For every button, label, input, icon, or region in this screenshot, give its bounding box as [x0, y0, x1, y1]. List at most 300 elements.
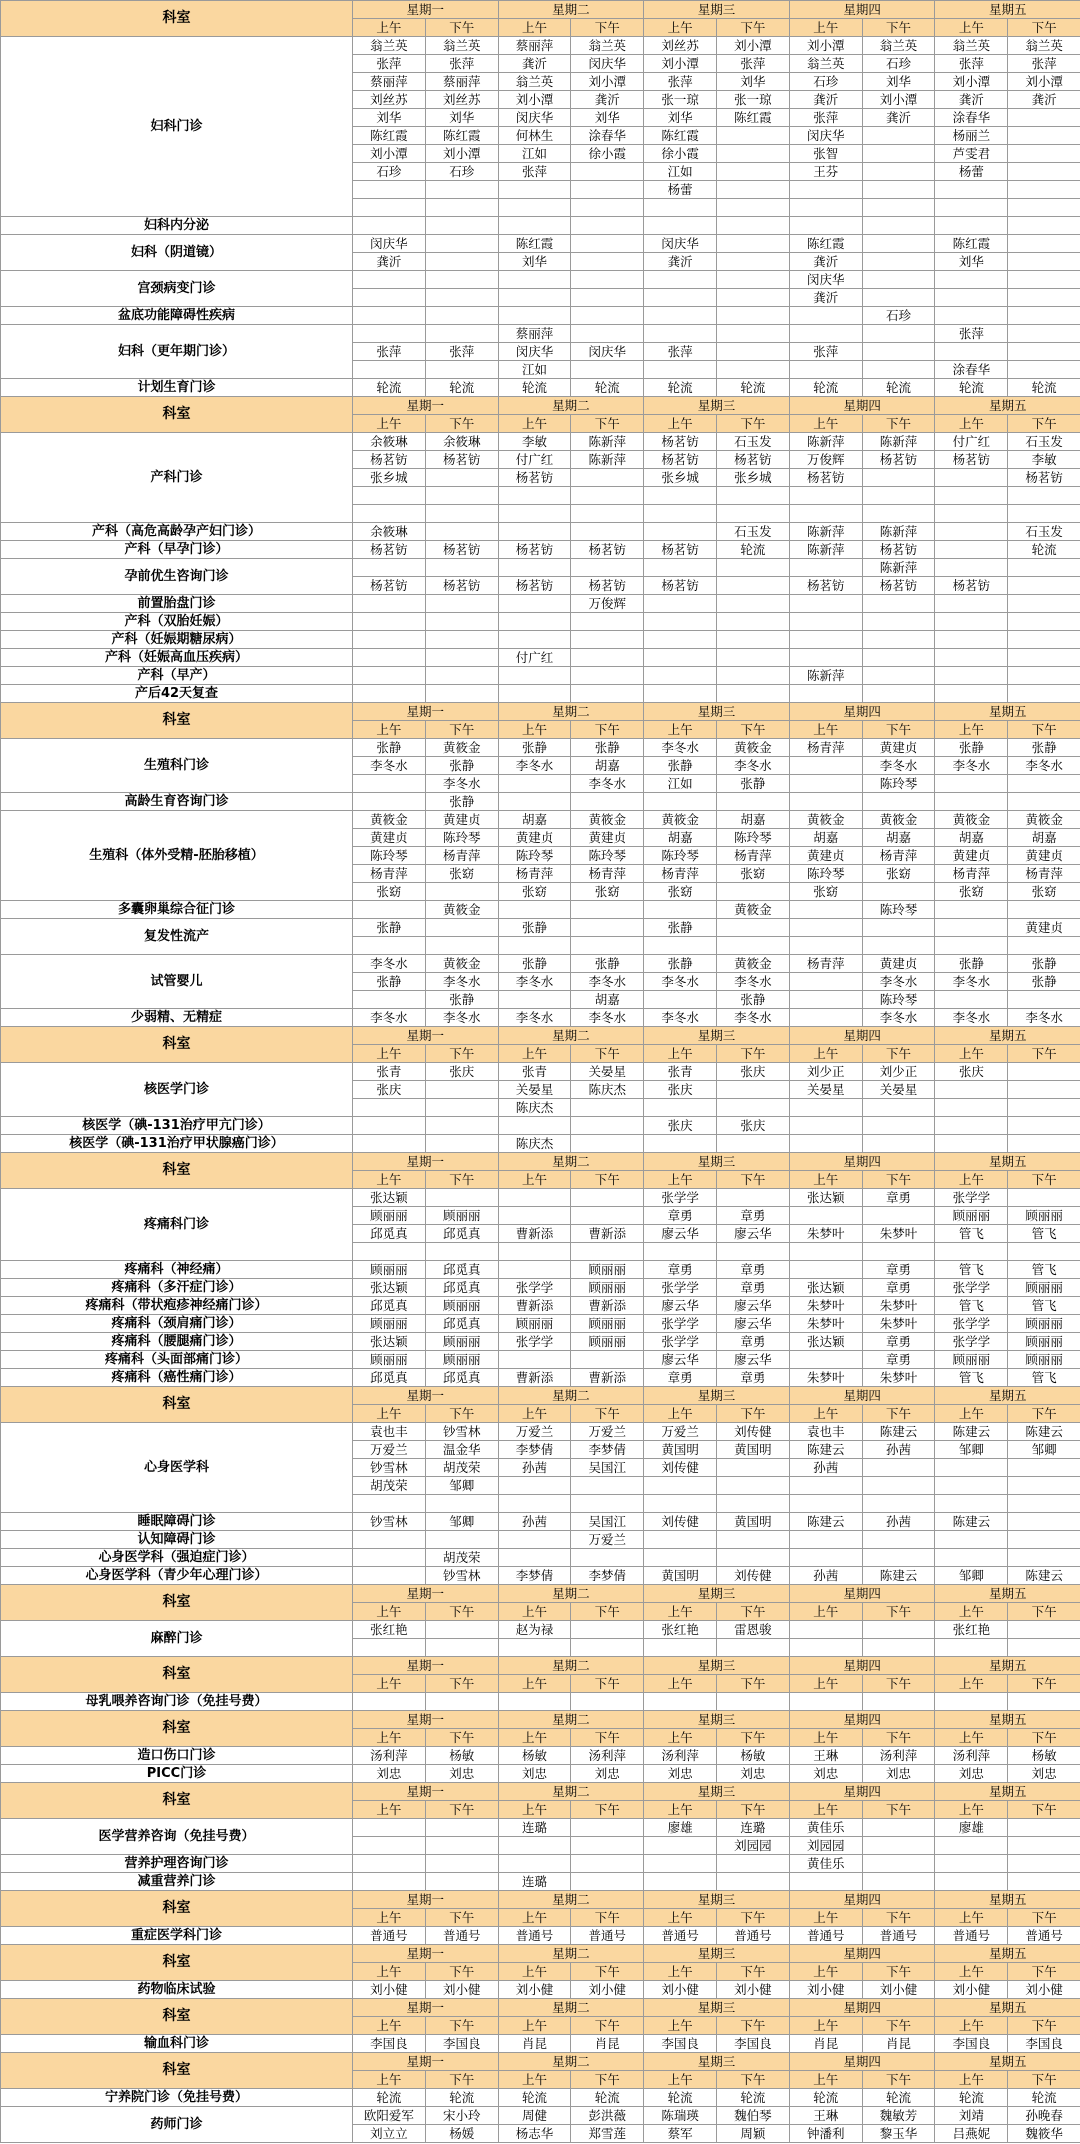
- doctor-cell: [717, 1477, 790, 1495]
- doctor-cell: [425, 631, 498, 649]
- doctor-cell: [498, 595, 571, 613]
- table-row: [1, 1351, 1080, 1369]
- doctor-cell: 张静: [644, 919, 717, 937]
- doctor-cell: 李国良: [425, 2035, 498, 2053]
- doctor-cell: [1008, 667, 1080, 685]
- slot-header: 下午: [1008, 2071, 1080, 2089]
- doctor-cell: 王琳: [789, 1747, 862, 1765]
- doctor-cell: [717, 1639, 790, 1657]
- doctor-cell: 顾丽丽: [935, 1351, 1008, 1369]
- doctor-cell: 杨青萍: [789, 739, 862, 757]
- clinic-name: 复发性流产: [1, 919, 353, 955]
- doctor-cell: 黄筱金: [862, 811, 935, 829]
- doctor-cell: 轮流: [1008, 379, 1080, 397]
- doctor-cell: [717, 271, 790, 289]
- department-header: 科室: [1, 1711, 353, 1747]
- slot-header: 上午: [935, 1963, 1008, 1981]
- doctor-cell: [571, 181, 644, 199]
- doctor-cell: [425, 685, 498, 703]
- doctor-cell: 孙茜: [789, 1459, 862, 1477]
- doctor-cell: [353, 217, 426, 235]
- doctor-cell: 蔡丽萍: [425, 73, 498, 91]
- clinic-name: 妇科（更年期门诊）: [1, 325, 353, 379]
- doctor-cell: 张萍: [789, 343, 862, 361]
- slot-header: 上午: [789, 1045, 862, 1063]
- slot-header: 上午: [498, 1405, 571, 1423]
- doctor-cell: 胡茂荣: [425, 1549, 498, 1567]
- doctor-cell: [862, 289, 935, 307]
- day-header: 星期四: [789, 1585, 935, 1603]
- doctor-cell: 杨茗钫: [498, 469, 571, 487]
- doctor-cell: [862, 325, 935, 343]
- doctor-cell: [425, 235, 498, 253]
- doctor-cell: 胡嘉: [1008, 829, 1080, 847]
- doctor-cell: 轮流: [644, 2089, 717, 2107]
- doctor-cell: 孙茜: [498, 1459, 571, 1477]
- table-row: [1, 1819, 1080, 1837]
- doctor-cell: [498, 775, 571, 793]
- doctor-cell: [789, 757, 862, 775]
- slot-header: 上午: [498, 1909, 571, 1927]
- doctor-cell: [425, 1099, 498, 1117]
- slot-header: 下午: [1008, 1801, 1080, 1819]
- slot-header: 上午: [789, 2071, 862, 2089]
- doctor-cell: [935, 937, 1008, 955]
- doctor-cell: 轮流: [498, 2089, 571, 2107]
- doctor-cell: [1008, 1531, 1080, 1549]
- slot-header: 下午: [425, 1729, 498, 1747]
- day-header: 星期二: [498, 397, 644, 415]
- doctor-cell: 张窈: [571, 883, 644, 901]
- doctor-cell: [571, 1135, 644, 1153]
- doctor-cell: 刘小健: [1008, 1981, 1080, 1999]
- doctor-cell: 杨青萍: [1008, 865, 1080, 883]
- doctor-cell: [717, 307, 790, 325]
- doctor-cell: [862, 1837, 935, 1855]
- doctor-cell: 李梦倩: [571, 1441, 644, 1459]
- doctor-cell: [571, 1693, 644, 1711]
- doctor-cell: [789, 1207, 862, 1225]
- slot-header: 上午: [935, 1171, 1008, 1189]
- doctor-cell: 吕燕妮: [935, 2125, 1008, 2143]
- doctor-cell: [1008, 937, 1080, 955]
- doctor-cell: [717, 1855, 790, 1873]
- doctor-cell: 张智: [789, 145, 862, 163]
- doctor-cell: [353, 487, 426, 505]
- doctor-cell: 李冬水: [862, 1009, 935, 1027]
- doctor-cell: 温金华: [425, 1441, 498, 1459]
- doctor-cell: [1008, 559, 1080, 577]
- doctor-cell: [644, 1837, 717, 1855]
- doctor-cell: [498, 1243, 571, 1261]
- doctor-cell: [789, 1009, 862, 1027]
- doctor-cell: [353, 793, 426, 811]
- doctor-cell: 李冬水: [425, 775, 498, 793]
- day-header: 星期三: [644, 2053, 790, 2071]
- doctor-cell: 刘立立: [353, 2125, 426, 2143]
- doctor-cell: [644, 361, 717, 379]
- doctor-cell: 张窈: [1008, 883, 1080, 901]
- department-header: 科室: [1, 1, 353, 37]
- doctor-cell: 张一琼: [717, 91, 790, 109]
- doctor-cell: 蔡军: [644, 2125, 717, 2143]
- doctor-cell: [353, 901, 426, 919]
- doctor-cell: 章勇: [717, 1279, 790, 1297]
- table-row: [1, 1855, 1080, 1873]
- doctor-cell: [935, 1855, 1008, 1873]
- doctor-cell: 张学学: [644, 1189, 717, 1207]
- doctor-cell: [644, 523, 717, 541]
- slot-header: 上午: [935, 2017, 1008, 2035]
- table-row: [1, 901, 1080, 919]
- day-header: 星期五: [935, 1891, 1080, 1909]
- doctor-cell: [717, 685, 790, 703]
- doctor-cell: [1008, 1639, 1080, 1657]
- doctor-cell: 张庆: [717, 1117, 790, 1135]
- doctor-cell: [571, 1549, 644, 1567]
- doctor-cell: 张乡城: [644, 469, 717, 487]
- clinic-name: 前置胎盘门诊: [1, 595, 353, 613]
- doctor-cell: [935, 595, 1008, 613]
- doctor-cell: [1008, 1837, 1080, 1855]
- doctor-cell: [935, 793, 1008, 811]
- doctor-cell: 黎玉华: [862, 2125, 935, 2143]
- doctor-cell: [1008, 631, 1080, 649]
- clinic-name: 高龄生育咨询门诊: [1, 793, 353, 811]
- doctor-cell: [935, 649, 1008, 667]
- doctor-cell: [789, 199, 862, 217]
- doctor-cell: 何林生: [498, 127, 571, 145]
- doctor-cell: [717, 937, 790, 955]
- doctor-cell: [789, 1873, 862, 1891]
- doctor-cell: 黄筱金: [717, 955, 790, 973]
- table-row: [1, 1567, 1080, 1585]
- doctor-cell: 张学学: [644, 1279, 717, 1297]
- doctor-cell: [353, 775, 426, 793]
- doctor-cell: [862, 1495, 935, 1513]
- doctor-cell: [425, 649, 498, 667]
- doctor-cell: [644, 937, 717, 955]
- doctor-cell: 曹新添: [571, 1297, 644, 1315]
- slot-header: 上午: [789, 1729, 862, 1747]
- doctor-cell: 徐小霞: [571, 145, 644, 163]
- doctor-cell: 陈玲琴: [862, 901, 935, 919]
- doctor-cell: 杨青萍: [644, 865, 717, 883]
- day-header: 星期三: [644, 1027, 790, 1045]
- slot-header: 上午: [498, 1963, 571, 1981]
- doctor-cell: [935, 1081, 1008, 1099]
- day-header: 星期二: [498, 703, 644, 721]
- doctor-cell: 杨茗钫: [862, 541, 935, 559]
- doctor-cell: 刘园园: [789, 1837, 862, 1855]
- doctor-cell: [425, 199, 498, 217]
- doctor-cell: 余筱琳: [425, 433, 498, 451]
- day-header: 星期二: [498, 2053, 644, 2071]
- department-header: 科室: [1, 1387, 353, 1423]
- day-header: 星期四: [789, 1999, 935, 2017]
- doctor-cell: [1008, 1117, 1080, 1135]
- table-row: [1, 1693, 1080, 1711]
- doctor-cell: 管飞: [1008, 1297, 1080, 1315]
- doctor-cell: 石珍: [862, 55, 935, 73]
- doctor-cell: 江如: [644, 163, 717, 181]
- table-row: [1, 685, 1080, 703]
- doctor-cell: [935, 289, 1008, 307]
- doctor-cell: [1008, 1549, 1080, 1567]
- doctor-cell: [717, 919, 790, 937]
- doctor-cell: 杨茗钫: [353, 577, 426, 595]
- doctor-cell: 张静: [353, 919, 426, 937]
- doctor-cell: [789, 775, 862, 793]
- doctor-cell: [862, 937, 935, 955]
- doctor-cell: 杨茗钫: [571, 577, 644, 595]
- table-row: [1, 1279, 1080, 1297]
- slot-header: 下午: [1008, 1045, 1080, 1063]
- doctor-cell: 杨茗钫: [717, 451, 790, 469]
- doctor-cell: [644, 1855, 717, 1873]
- slot-header: 上午: [498, 415, 571, 433]
- day-header: 星期五: [935, 1657, 1080, 1675]
- doctor-cell: 汤利萍: [353, 1747, 426, 1765]
- doctor-cell: [862, 1459, 935, 1477]
- doctor-cell: [353, 595, 426, 613]
- doctor-cell: 石玉发: [1008, 433, 1080, 451]
- doctor-cell: 廖云华: [644, 1225, 717, 1243]
- doctor-cell: [717, 883, 790, 901]
- doctor-cell: 刘忠: [717, 1765, 790, 1783]
- doctor-cell: [498, 1477, 571, 1495]
- doctor-cell: 章勇: [717, 1261, 790, 1279]
- doctor-cell: [353, 667, 426, 685]
- doctor-cell: 陈建云: [935, 1423, 1008, 1441]
- doctor-cell: [935, 1243, 1008, 1261]
- doctor-cell: 肖昆: [571, 2035, 644, 2053]
- doctor-cell: [498, 685, 571, 703]
- doctor-cell: 刘忠: [1008, 1765, 1080, 1783]
- doctor-cell: 汤利萍: [862, 1747, 935, 1765]
- doctor-cell: [498, 523, 571, 541]
- doctor-cell: [862, 595, 935, 613]
- table-row: [1, 1981, 1080, 1999]
- doctor-cell: 陈建云: [789, 1513, 862, 1531]
- clinic-name: 妇科（阴道镜）: [1, 235, 353, 271]
- doctor-cell: 涂春华: [935, 109, 1008, 127]
- doctor-cell: [498, 793, 571, 811]
- doctor-cell: [425, 1495, 498, 1513]
- doctor-cell: 杨茗钫: [644, 433, 717, 451]
- doctor-cell: 顾丽丽: [571, 1315, 644, 1333]
- doctor-cell: 张达颖: [789, 1279, 862, 1297]
- doctor-cell: 汤利萍: [935, 1747, 1008, 1765]
- doctor-cell: [498, 937, 571, 955]
- doctor-cell: 刘传健: [644, 1459, 717, 1477]
- doctor-cell: 黄筱金: [425, 955, 498, 973]
- day-header: 星期二: [498, 1387, 644, 1405]
- doctor-cell: [498, 1549, 571, 1567]
- doctor-cell: [862, 1531, 935, 1549]
- section-header-days: [1, 397, 1080, 415]
- doctor-cell: [353, 559, 426, 577]
- doctor-cell: 黄筱金: [717, 739, 790, 757]
- doctor-cell: [789, 1261, 862, 1279]
- table-row: [1, 1873, 1080, 1891]
- doctor-cell: 钞雪林: [353, 1513, 426, 1531]
- doctor-cell: [789, 1243, 862, 1261]
- slot-header: 上午: [644, 19, 717, 37]
- doctor-cell: [717, 1495, 790, 1513]
- doctor-cell: [717, 343, 790, 361]
- doctor-cell: [1008, 289, 1080, 307]
- doctor-cell: [935, 217, 1008, 235]
- doctor-cell: 龚沂: [789, 91, 862, 109]
- doctor-cell: 张学学: [935, 1279, 1008, 1297]
- doctor-cell: [717, 1693, 790, 1711]
- doctor-cell: 普通号: [571, 1927, 644, 1945]
- slot-header: 下午: [717, 1675, 790, 1693]
- doctor-cell: 轮流: [935, 379, 1008, 397]
- slot-header: 下午: [571, 2017, 644, 2035]
- clinic-name: 核医学（碘-131治疗甲状腺癌门诊）: [1, 1135, 353, 1153]
- doctor-cell: 张窈: [935, 883, 1008, 901]
- doctor-cell: 陈新萍: [789, 523, 862, 541]
- section-header-days: [1, 1153, 1080, 1171]
- day-header: 星期二: [498, 1945, 644, 1963]
- doctor-cell: 李国良: [1008, 2035, 1080, 2053]
- doctor-cell: [717, 127, 790, 145]
- doctor-cell: 张青: [644, 1063, 717, 1081]
- doctor-cell: 轮流: [717, 541, 790, 559]
- doctor-cell: 胡嘉: [717, 811, 790, 829]
- doctor-cell: 轮流: [717, 379, 790, 397]
- slot-header: 下午: [862, 1045, 935, 1063]
- doctor-cell: 黄筱金: [425, 739, 498, 757]
- clinic-name: 疼痛科门诊: [1, 1189, 353, 1261]
- doctor-cell: 张窈: [425, 865, 498, 883]
- doctor-cell: 翁兰英: [498, 73, 571, 91]
- doctor-cell: [862, 271, 935, 289]
- doctor-cell: 张静: [571, 955, 644, 973]
- department-header: 科室: [1, 1891, 353, 1927]
- doctor-cell: 李冬水: [862, 757, 935, 775]
- doctor-cell: 轮流: [717, 2089, 790, 2107]
- doctor-cell: 李冬水: [862, 973, 935, 991]
- slot-header: 上午: [353, 19, 426, 37]
- doctor-cell: [571, 1621, 644, 1639]
- doctor-cell: 翁兰英: [789, 55, 862, 73]
- doctor-cell: 刘丝苏: [425, 91, 498, 109]
- doctor-cell: 李敏: [1008, 451, 1080, 469]
- day-header: 星期一: [353, 397, 499, 415]
- doctor-cell: 龚沂: [498, 55, 571, 73]
- doctor-cell: [353, 1837, 426, 1855]
- table-row: [1, 1423, 1080, 1441]
- doctor-cell: 王琳: [789, 2107, 862, 2125]
- day-header: 星期三: [644, 1, 790, 19]
- doctor-cell: 李冬水: [498, 757, 571, 775]
- doctor-cell: 陈玲琴: [571, 847, 644, 865]
- doctor-cell: 吴国江: [571, 1459, 644, 1477]
- doctor-cell: 刘小潭: [1008, 73, 1080, 91]
- table-row: [1, 631, 1080, 649]
- doctor-cell: 石玉发: [1008, 523, 1080, 541]
- doctor-cell: [644, 325, 717, 343]
- doctor-cell: 刘忠: [498, 1765, 571, 1783]
- doctor-cell: [425, 937, 498, 955]
- doctor-cell: 关晏星: [789, 1081, 862, 1099]
- section-header-days: [1, 1711, 1080, 1729]
- doctor-cell: 闵庆华: [789, 127, 862, 145]
- slot-header: 下午: [571, 1045, 644, 1063]
- doctor-cell: 刘忠: [353, 1765, 426, 1783]
- doctor-cell: [425, 487, 498, 505]
- table-row: [1, 1135, 1080, 1153]
- doctor-cell: [425, 559, 498, 577]
- doctor-cell: [353, 271, 426, 289]
- doctor-cell: 刘小健: [862, 1981, 935, 1999]
- doctor-cell: 章勇: [862, 1351, 935, 1369]
- doctor-cell: 刘传健: [644, 1513, 717, 1531]
- doctor-cell: [717, 793, 790, 811]
- doctor-cell: [789, 631, 862, 649]
- doctor-cell: 黄筱金: [571, 811, 644, 829]
- clinic-name: 营养护理咨询门诊: [1, 1855, 353, 1873]
- doctor-cell: [935, 1495, 1008, 1513]
- doctor-cell: [1008, 649, 1080, 667]
- doctor-cell: 黄筱金: [789, 811, 862, 829]
- doctor-cell: 张乡城: [717, 469, 790, 487]
- slot-header: 下午: [571, 1675, 644, 1693]
- doctor-cell: [935, 469, 1008, 487]
- doctor-cell: [644, 1477, 717, 1495]
- clinic-name: 心身医学科（青少年心理门诊）: [1, 1567, 353, 1585]
- doctor-cell: 顾丽丽: [571, 1333, 644, 1351]
- doctor-cell: [644, 505, 717, 523]
- doctor-cell: [935, 1549, 1008, 1567]
- day-header: 星期三: [644, 1387, 790, 1405]
- table-row: [1, 1549, 1080, 1567]
- clinic-name: 母乳喂养咨询门诊（免挂号费）: [1, 1693, 353, 1711]
- doctor-cell: [498, 271, 571, 289]
- doctor-cell: [717, 181, 790, 199]
- doctor-cell: [1008, 253, 1080, 271]
- doctor-cell: 袁也丰: [789, 1423, 862, 1441]
- doctor-cell: 杨青萍: [353, 865, 426, 883]
- day-header: 星期一: [353, 1387, 499, 1405]
- doctor-cell: [644, 307, 717, 325]
- table-row: [1, 1621, 1080, 1639]
- doctor-cell: 万俊辉: [571, 595, 644, 613]
- doctor-cell: [425, 325, 498, 343]
- doctor-cell: 顾丽丽: [425, 1333, 498, 1351]
- doctor-cell: 刘华: [644, 109, 717, 127]
- doctor-cell: 关晏星: [571, 1063, 644, 1081]
- doctor-cell: 陈玲琴: [862, 991, 935, 1009]
- doctor-cell: 李冬水: [353, 1009, 426, 1027]
- doctor-cell: 杨茗钫: [862, 577, 935, 595]
- doctor-cell: [789, 1477, 862, 1495]
- doctor-cell: [935, 1693, 1008, 1711]
- doctor-cell: 张学学: [935, 1189, 1008, 1207]
- clinic-name: 药物临床试验: [1, 1981, 353, 1999]
- day-header: 星期三: [644, 1657, 790, 1675]
- doctor-cell: 普通号: [862, 1927, 935, 1945]
- doctor-cell: 张静: [498, 955, 571, 973]
- doctor-cell: 魏敏芳: [862, 2107, 935, 2125]
- doctor-cell: [789, 613, 862, 631]
- doctor-cell: 黄佳乐: [789, 1855, 862, 1873]
- doctor-cell: [862, 1117, 935, 1135]
- doctor-cell: 李国良: [935, 2035, 1008, 2053]
